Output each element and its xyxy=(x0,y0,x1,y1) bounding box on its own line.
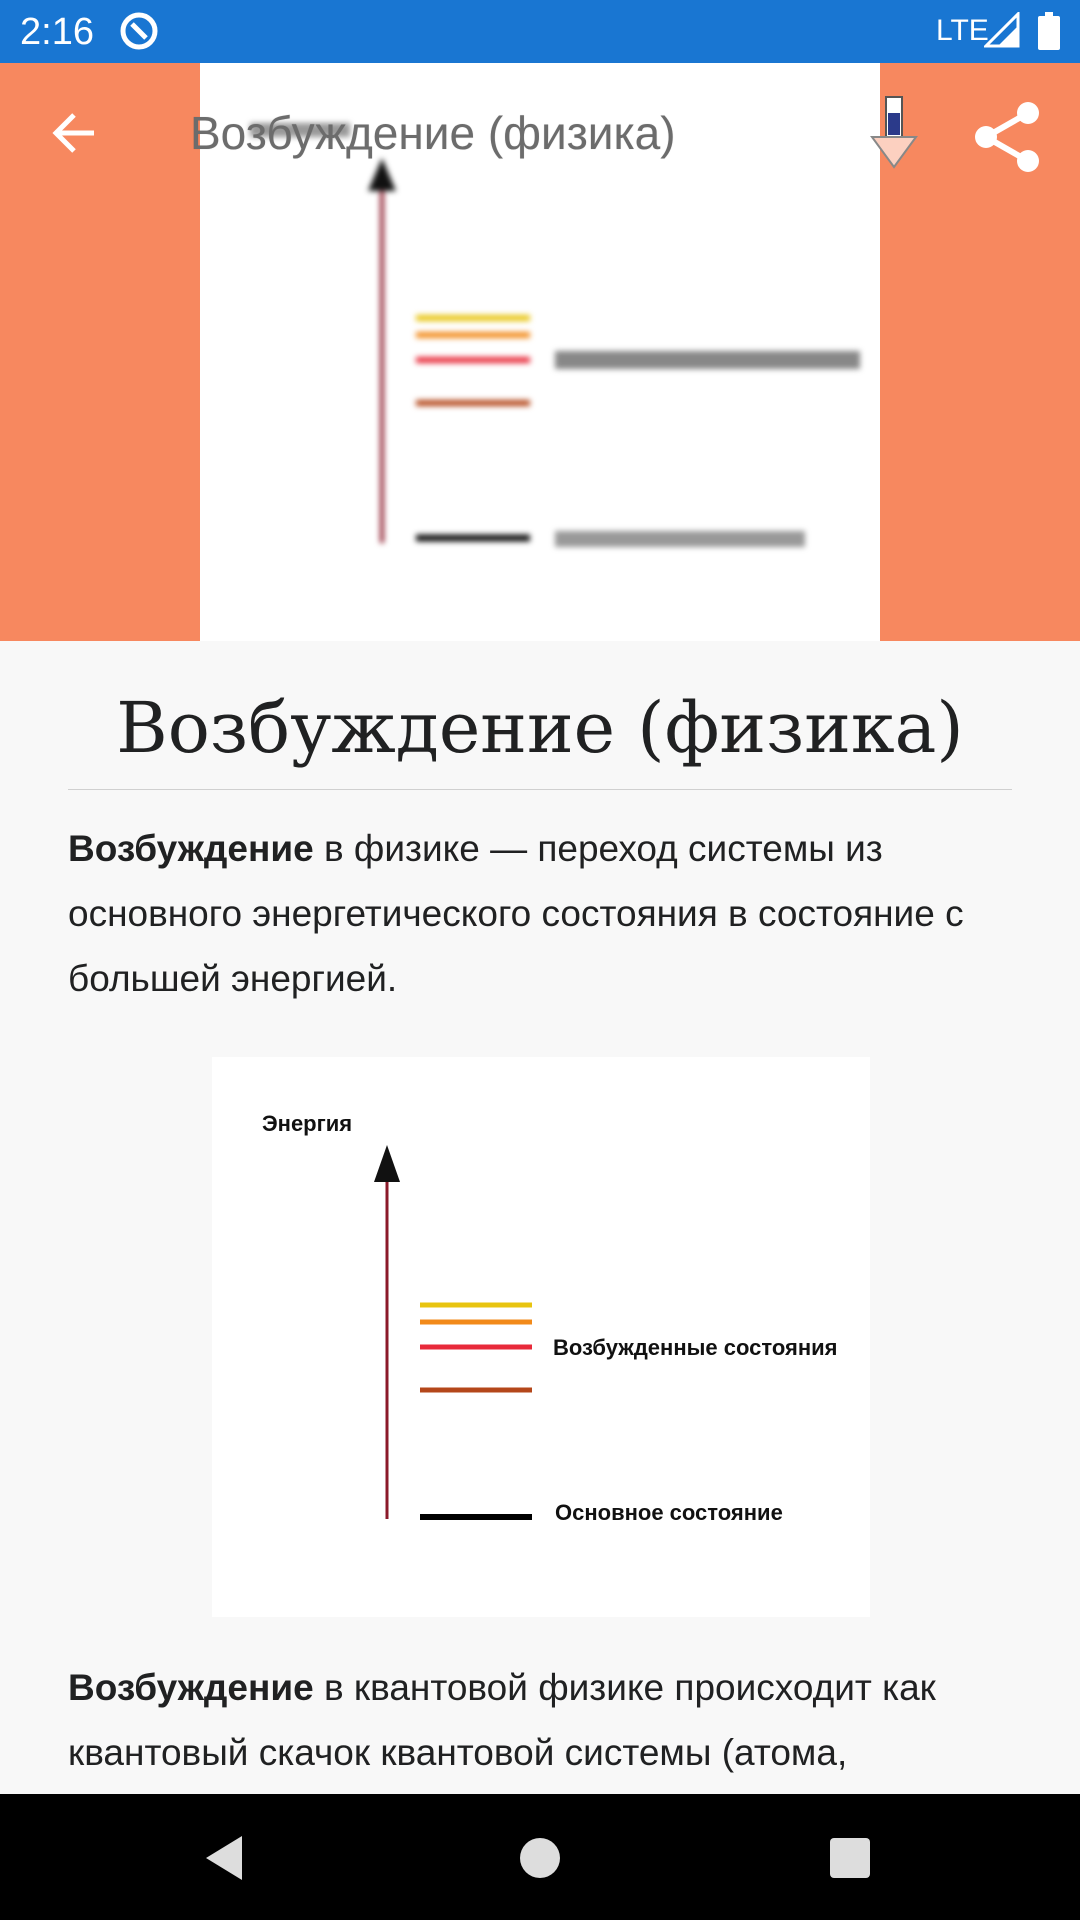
arrow-back-icon xyxy=(50,109,98,157)
share-icon[interactable] xyxy=(970,99,1046,175)
article-content xyxy=(68,641,1012,1850)
header-hero xyxy=(0,63,1080,641)
download-icon[interactable] xyxy=(868,93,920,199)
paragraph-1-bold: Возбуждение xyxy=(68,828,314,869)
signal-icon xyxy=(984,12,1020,48)
paragraph-2-text: в квантовой физике происходит как квантовый скачок квантовой системы (атома, xyxy=(68,1667,936,1773)
home-circle-icon[interactable] xyxy=(512,1830,568,1886)
recents-square-icon[interactable] xyxy=(822,1830,878,1886)
battery-icon xyxy=(1038,12,1060,50)
label-energy: Энергия xyxy=(262,1111,353,1136)
paragraph-2-bold: Возбуждение xyxy=(68,1667,314,1708)
system-nav-bar xyxy=(0,1794,1080,1920)
label-ground-state: Основное состояние xyxy=(555,1500,783,1525)
article-title: Возбуждение (физика) xyxy=(116,687,964,769)
title-divider xyxy=(68,789,1012,790)
article-paragraph-1 xyxy=(68,816,1012,1011)
q-circle-icon xyxy=(118,10,160,52)
status-bar xyxy=(0,0,1080,63)
label-excited-states: Возбужденные состояния xyxy=(553,1335,838,1360)
paragraph-1-text: в физике — переход системы из основного энергетического состояния в состояние с большей энергией. xyxy=(68,828,964,999)
energy-level-diagram[interactable] xyxy=(212,1057,870,1617)
back-triangle-icon[interactable] xyxy=(198,1830,254,1886)
network-type: LTE xyxy=(936,14,989,47)
status-time: 2:16 xyxy=(20,11,94,53)
toolbar-title: Возбуждение (физика) xyxy=(190,107,676,159)
back-button[interactable] xyxy=(44,103,104,163)
